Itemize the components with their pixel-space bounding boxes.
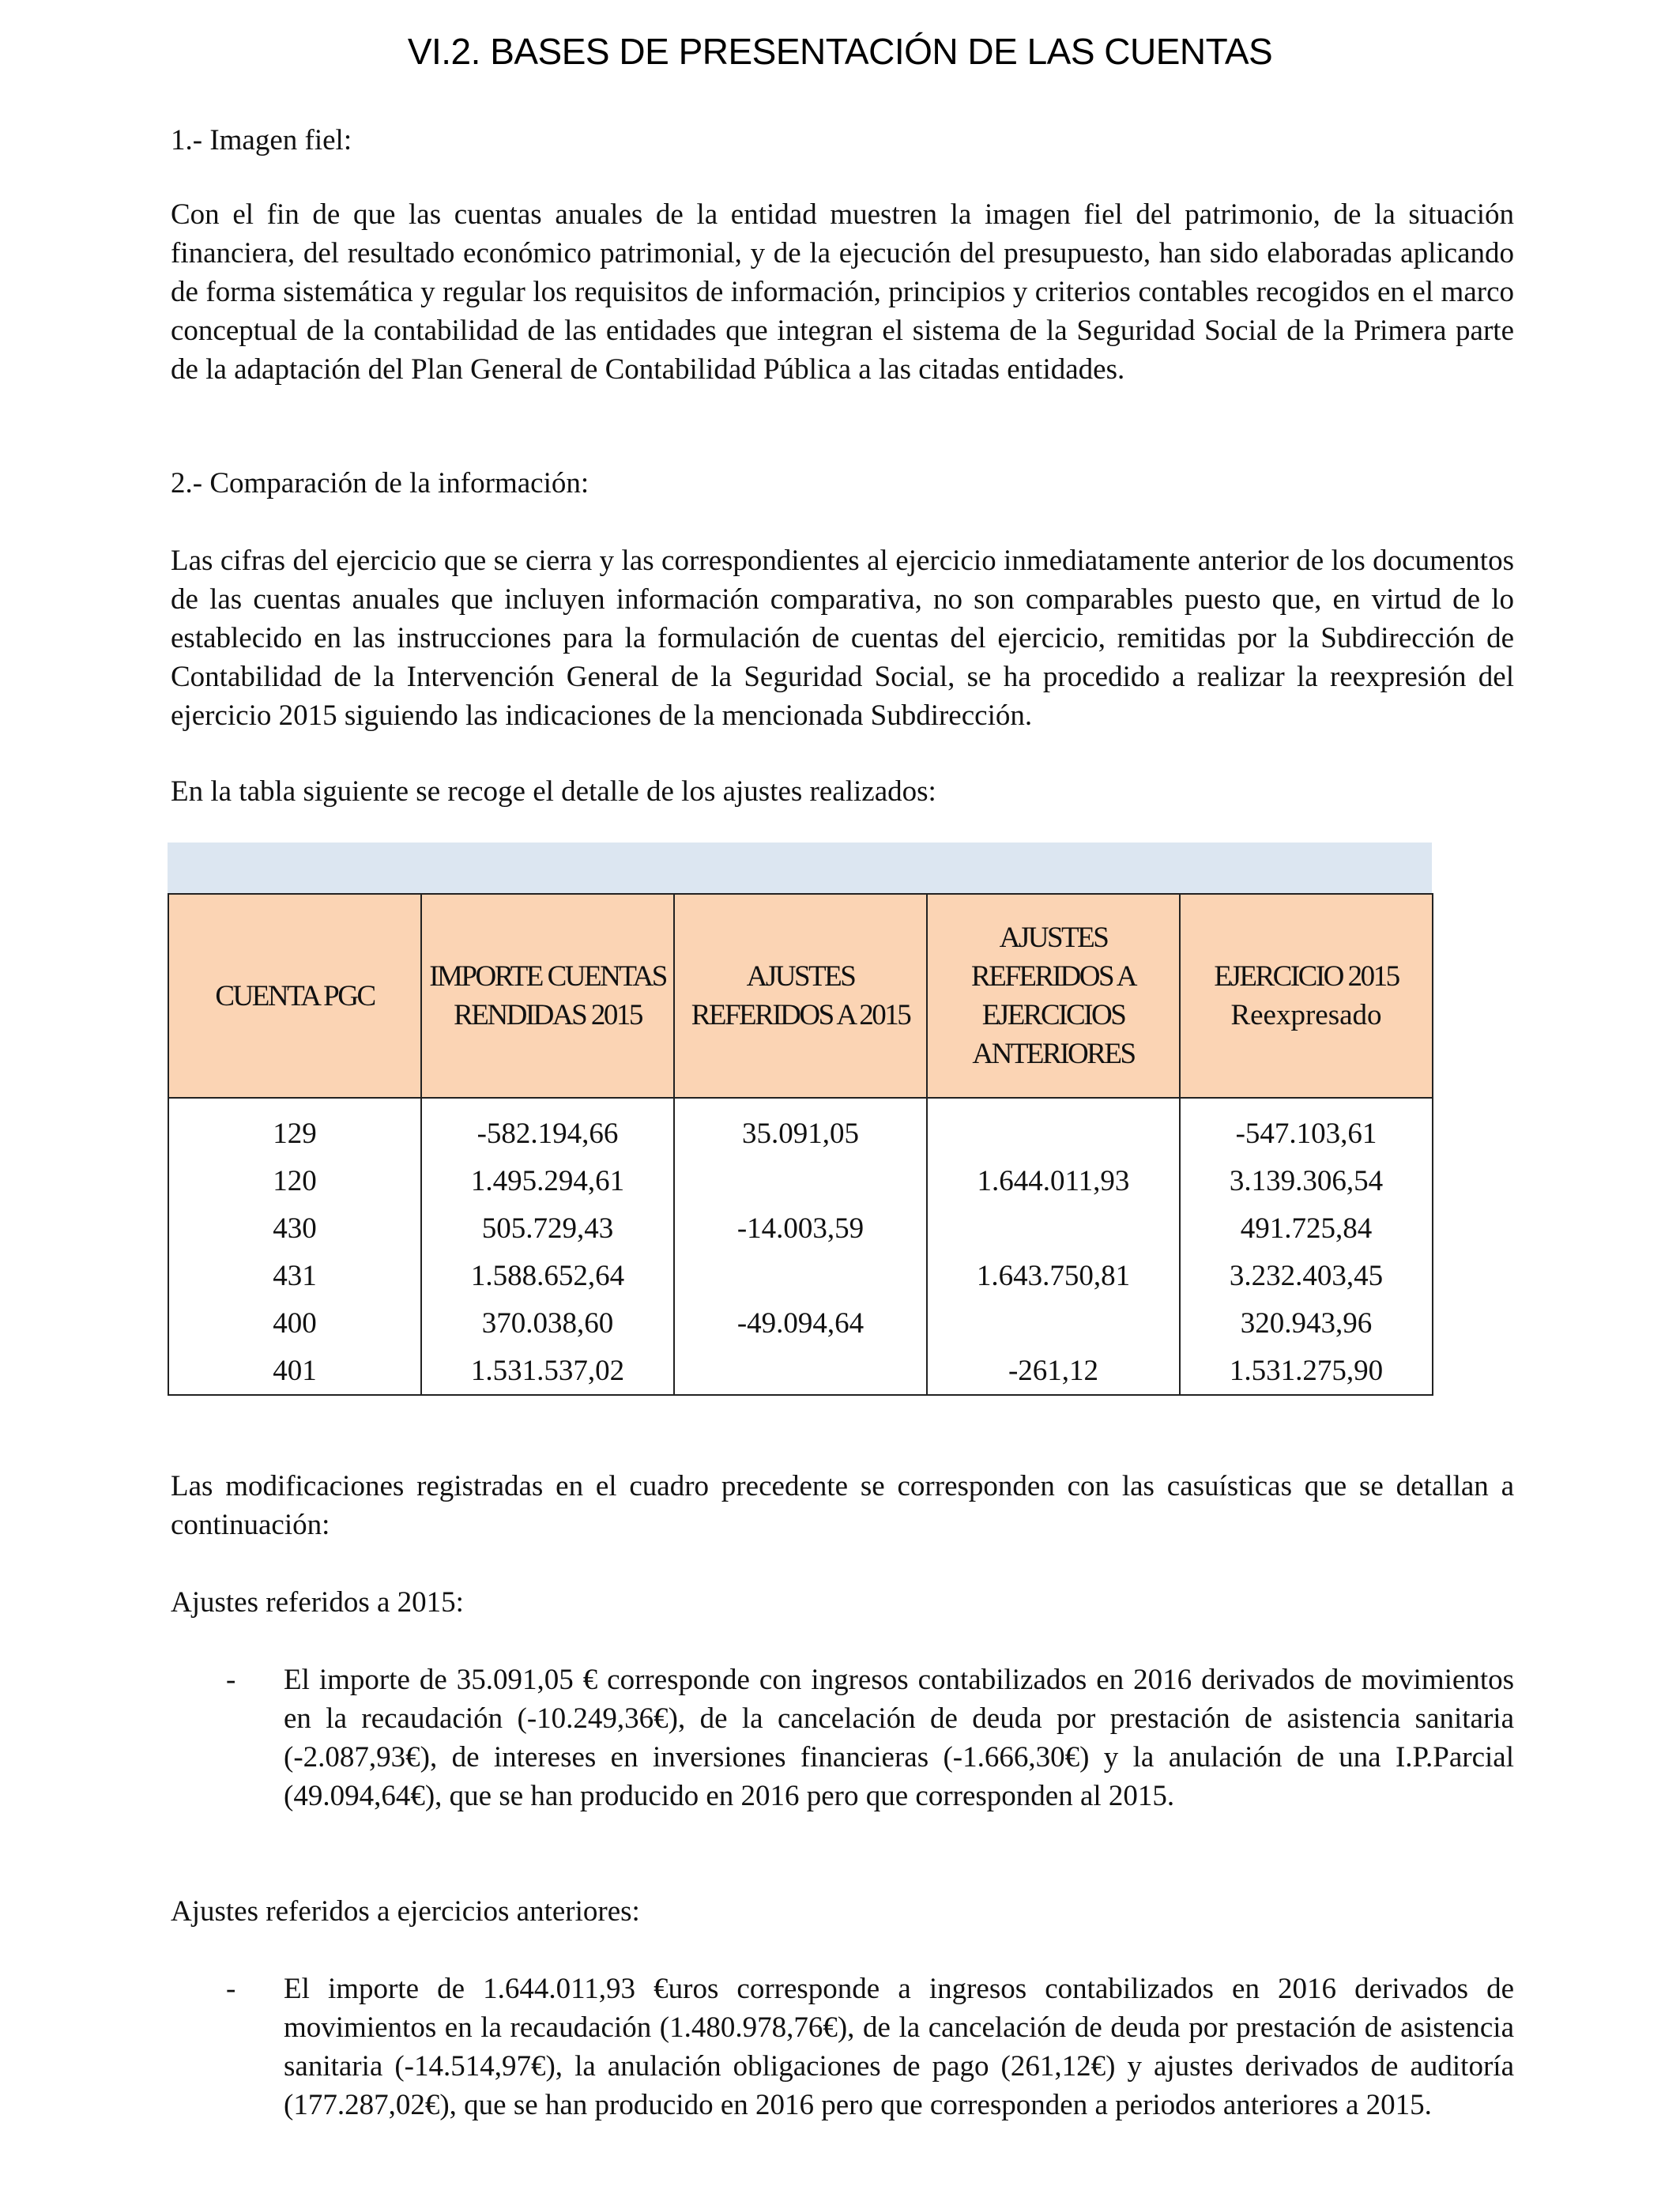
bullet-text: El importe de 35.091,05 € corresponde con ingresos contabilizados en 2016 derivados de movimientos en la recaudación (-10.249,36€), de la cancelación de deuda por prestación de asistencia sanitaria (-2.087,93€), de intereses en inversiones financieras (-1.666,30€) y la anulación de una I.P.Parcial (49.094,64€), que se han producido en 2016 pero que corresponden al 2015.	[284, 1664, 1514, 1812]
cell-cuenta: 129	[168, 1098, 421, 1157]
cell-reexpresado: 491.725,84	[1180, 1204, 1433, 1252]
cell-ajustes-2015: -14.003,59	[674, 1204, 927, 1252]
table-row	[168, 1252, 1433, 1299]
cell-cuenta: 120	[168, 1157, 421, 1204]
cell-ajustes-2015	[674, 1157, 927, 1204]
cell-ajustes-anteriores	[927, 1204, 1180, 1252]
table-row	[168, 1204, 1433, 1252]
table-row	[168, 1157, 1433, 1204]
table-row	[168, 1299, 1433, 1347]
cell-importe: -582.194,66	[421, 1098, 674, 1157]
cell-cuenta: 431	[168, 1252, 421, 1299]
cell-ajustes-anteriores: -261,12	[927, 1347, 1180, 1395]
section2-body: Las cifras del ejercicio que se cierra y las correspondientes al ejercicio inmediatamente anterior de los documentos de las cuentas anuales que incluyen información comparativa, no son comparables puesto que, en virtud de lo establecido en las instrucciones para la formulación de cuentas del ejercicio, remitidas por la Subdirección de Contabilidad de la Intervención General de la Seguridad Social, se ha procedido a realizar la reexpresión del ejercicio 2015 siguiendo las indicaciones de la mencionada Subdirección.	[171, 545, 1514, 732]
bullet-item-anteriores	[171, 1970, 1514, 2124]
cell-cuenta: 401	[168, 1347, 421, 1395]
header-importe: IMPORTE CUENTAS RENDIDAS 2015	[421, 894, 674, 1098]
bullet-text: El importe de 1.644.011,93 €uros corresponde a ingresos contabilizados en 2016 derivados de movimientos en la recaudación (1.480.978,76€), de la cancelación de deuda por prestación de asistencia sanitaria (-14.514,97€), la anulación obligaciones de pago (261,12€) y ajustes derivados de auditoría (177.287,02€), que se han producido en 2016 pero que corresponden a periodos anteriores a 2015.	[284, 1973, 1514, 2121]
cell-importe: 370.038,60	[421, 1299, 674, 1347]
table-row	[168, 1098, 1433, 1157]
cell-ajustes-2015: -49.094,64	[674, 1299, 927, 1347]
page-title: VI.2. BASES DE PRESENTACIÓN DE LAS CUENTAS	[407, 31, 1273, 72]
cell-reexpresado: 3.139.306,54	[1180, 1157, 1433, 1204]
table-row	[168, 1347, 1433, 1395]
table-intro: En la tabla siguiente se recoge el detalle de los ajustes realizados:	[171, 775, 936, 808]
cell-importe: 1.588.652,64	[421, 1252, 674, 1299]
cell-importe: 1.495.294,61	[421, 1157, 674, 1204]
section1-body: Con el fin de que las cuentas anuales de la entidad muestren la imagen fiel del patrimonio, de la situación financiera, del resultado económico patrimonial, y de la ejecución del presupuesto, han sido elaboradas aplicando de forma sistemática y regular los requisitos de información, principios y criterios contables recogidos en el marco conceptual de la contabilidad de las entidades que integran el sistema de la Seguridad Social de la Primera parte de la adaptación del Plan General de Contabilidad Pública a las citadas entidades.	[171, 198, 1514, 386]
cell-ajustes-2015	[674, 1252, 927, 1299]
cell-ajustes-2015: 35.091,05	[674, 1098, 927, 1157]
cell-reexpresado: 3.232.403,45	[1180, 1252, 1433, 1299]
section3-sub1-heading: Ajustes referidos a 2015:	[171, 1586, 464, 1619]
cell-ajustes-anteriores: 1.643.750,81	[927, 1252, 1180, 1299]
bullet-dash: -	[226, 1664, 236, 1696]
table-title-band	[168, 843, 1432, 893]
cell-importe: 1.531.537,02	[421, 1347, 674, 1395]
cell-cuenta: 400	[168, 1299, 421, 1347]
bullet-item-2015	[171, 1661, 1514, 1815]
section2-heading: 2.- Comparación de la información:	[171, 467, 590, 499]
bullet-dash: -	[226, 1973, 236, 2005]
cell-ajustes-anteriores: 1.644.011,93	[927, 1157, 1180, 1204]
section1-heading: 1.- Imagen fiel:	[171, 124, 352, 156]
cell-reexpresado: 1.531.275,90	[1180, 1347, 1433, 1395]
cell-reexpresado: -547.103,61	[1180, 1098, 1433, 1157]
section3-sub2-heading: Ajustes referidos a ejercicios anteriores:	[171, 1895, 640, 1928]
table-header-row	[168, 894, 1433, 1098]
cell-reexpresado: 320.943,96	[1180, 1299, 1433, 1347]
header-cuenta: CUENTA PGC	[168, 894, 421, 1098]
cell-ajustes-anteriores	[927, 1299, 1180, 1347]
adjustments-table	[168, 893, 1433, 1396]
header-ejercicio-reexpresado: EJERCICIO 2015 Reexpresado	[1180, 894, 1433, 1098]
header-ajustes-anteriores: AJUSTES REFERIDOS A EJERCICIOS ANTERIORES	[927, 894, 1180, 1098]
cell-ajustes-2015	[674, 1347, 927, 1395]
cell-cuenta: 430	[168, 1204, 421, 1252]
section3-intro: Las modificaciones registradas en el cuadro precedente se corresponden con las casuísticas que se detallan a continuación:	[171, 1470, 1514, 1541]
cell-ajustes-anteriores	[927, 1098, 1180, 1157]
header-ajustes-2015: AJUSTES REFERIDOS A 2015	[674, 894, 927, 1098]
cell-importe: 505.729,43	[421, 1204, 674, 1252]
